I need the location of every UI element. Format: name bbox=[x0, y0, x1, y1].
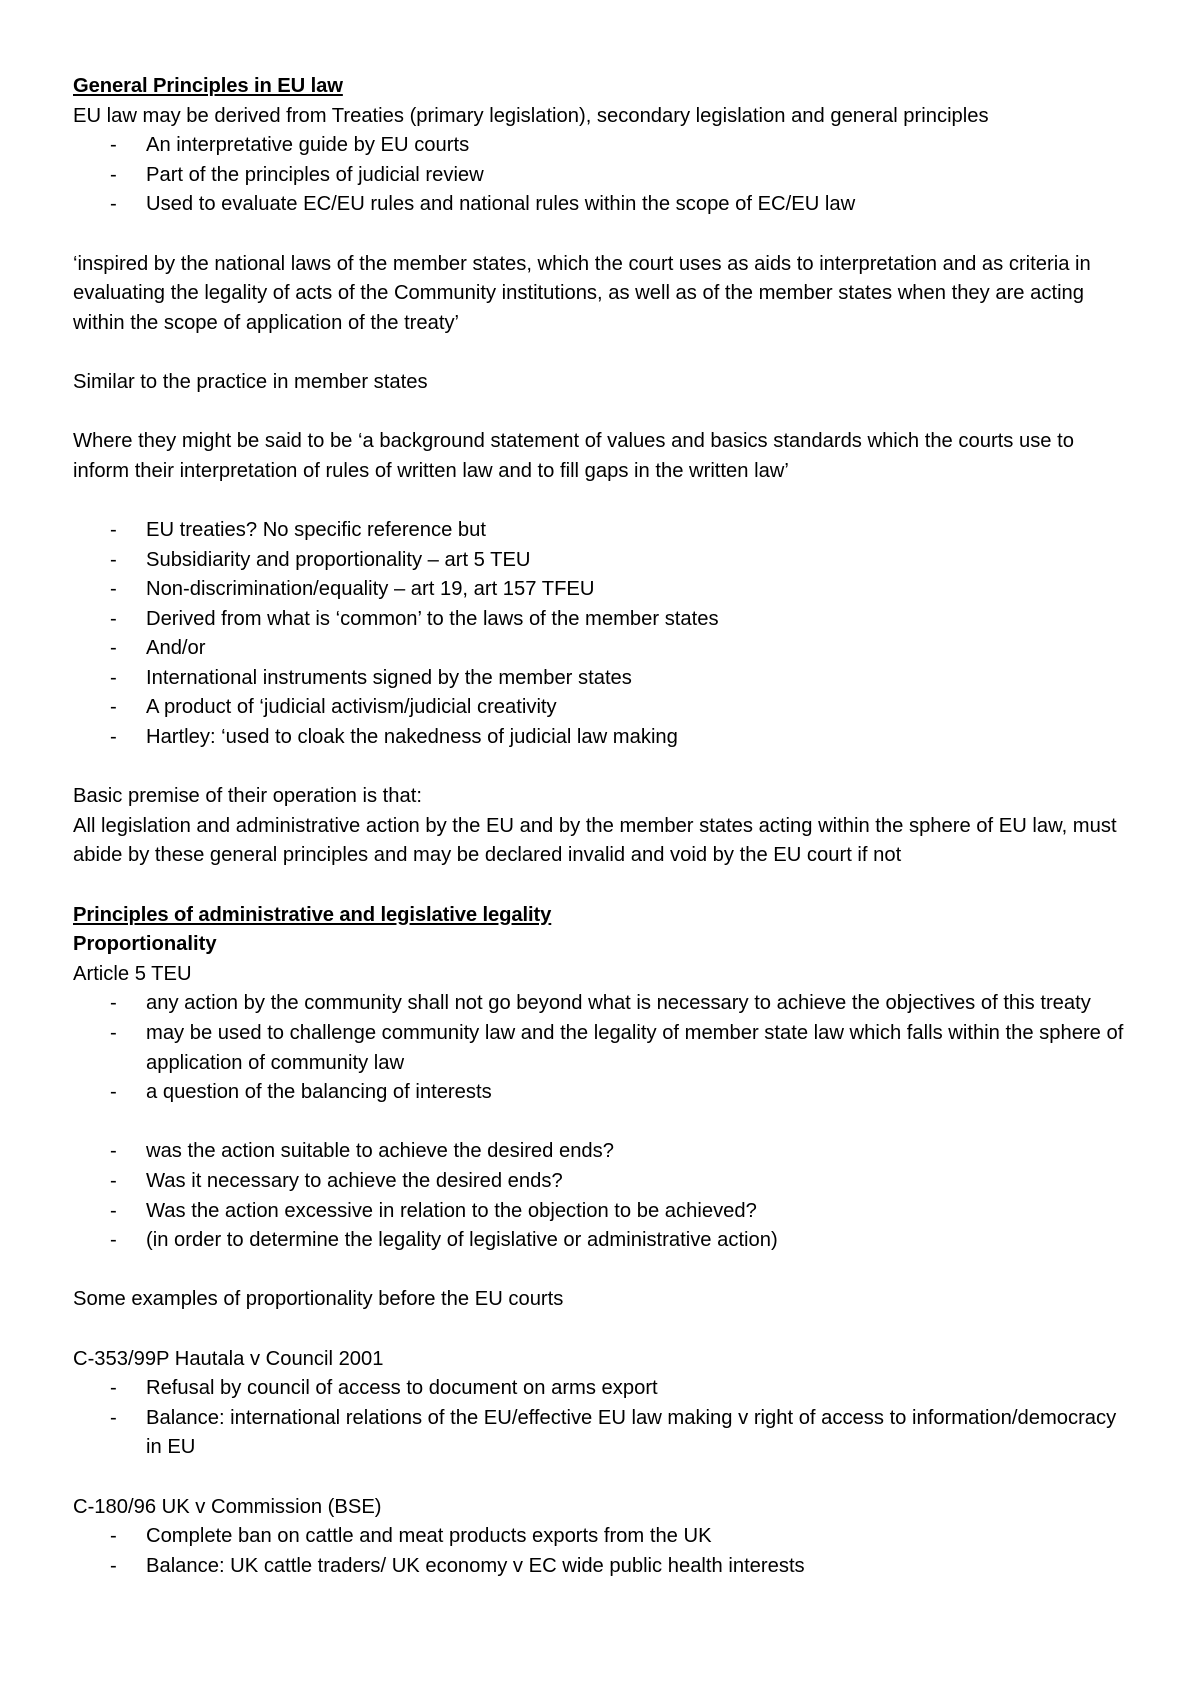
proportionality-bullet-list bbox=[73, 989, 1133, 1107]
bullet-item bbox=[73, 1167, 1133, 1197]
bullet-item bbox=[73, 1404, 1133, 1463]
dash-bullet: - bbox=[110, 726, 117, 749]
bullet-item bbox=[73, 546, 1133, 576]
dash-bullet: - bbox=[110, 1169, 117, 1192]
dash-bullet: - bbox=[110, 578, 117, 601]
bullet-text: was the action suitable to achieve the desired ends? bbox=[146, 1140, 614, 1163]
dash-bullet: - bbox=[110, 1377, 117, 1400]
dash-bullet: - bbox=[110, 1229, 117, 1252]
examples-intro: Some examples of proportionality before the EU courts bbox=[73, 1288, 564, 1311]
dash-bullet: - bbox=[110, 1081, 117, 1104]
bullet-text: (in order to determine the legality of legislative or administrative action) bbox=[146, 1229, 778, 1252]
dash-bullet: - bbox=[110, 607, 117, 630]
bullet-text: Balance: international relations of the EU/effective EU law making v right of access to information/democracy in EU bbox=[146, 1406, 1117, 1459]
similar-paragraph: Similar to the practice in member states bbox=[73, 370, 428, 393]
case-bullet-list bbox=[73, 1374, 1133, 1463]
bullet-text: Balance: UK cattle traders/ UK economy v EC wide public health interests bbox=[146, 1554, 805, 1577]
dash-bullet: - bbox=[110, 666, 117, 689]
premise-intro: Basic premise of their operation is that: bbox=[73, 785, 422, 808]
bullet-item bbox=[73, 1552, 1133, 1582]
bullet-text: Hartley: ‘used to cloak the nakedness of judicial law making bbox=[146, 726, 678, 749]
case-title: C-353/99P Hautala v Council 2001 bbox=[73, 1347, 384, 1370]
dash-bullet: - bbox=[110, 518, 117, 541]
proportionality-tests-list bbox=[73, 1137, 1133, 1255]
dash-bullet: - bbox=[110, 1022, 117, 1044]
blank-line bbox=[73, 1463, 1133, 1493]
bullet-item bbox=[73, 575, 1133, 605]
bullet-text: Was the action excessive in relation to the objection to be achieved? bbox=[146, 1199, 757, 1222]
blank-line bbox=[73, 220, 1133, 250]
bullet-item bbox=[73, 605, 1133, 635]
case-title: C-180/96 UK v Commission (BSE) bbox=[73, 1495, 382, 1518]
article-reference: Article 5 TEU bbox=[73, 962, 192, 985]
bullet-text: A product of ‘judicial activism/judicial creativity bbox=[146, 696, 557, 719]
bullet-text: Derived from what is ‘common’ to the laws of the member states bbox=[146, 607, 719, 630]
background-statement-paragraph: Where they might be said to be ‘a background statement of values and basics standards which the courts use to inform their interpretation of rules of written law and to fill gaps in the written law’ bbox=[73, 430, 1074, 482]
bullet-item bbox=[73, 131, 1133, 161]
dash-bullet: - bbox=[110, 1199, 117, 1222]
proportionality-subheading: Proportionality bbox=[73, 933, 217, 956]
bullet-text: International instruments signed by the member states bbox=[146, 666, 632, 689]
dash-bullet: - bbox=[110, 1140, 117, 1163]
blank-line bbox=[73, 1108, 1133, 1138]
bullet-item bbox=[73, 161, 1133, 191]
bullet-text: Non-discrimination/equality – art 19, art 157 TFEU bbox=[146, 578, 595, 601]
dash-bullet: - bbox=[110, 637, 117, 660]
blank-line bbox=[73, 486, 1133, 516]
bullet-text: Used to evaluate EC/EU rules and national rules within the scope of EC/EU law bbox=[146, 193, 856, 216]
bullet-text: may be used to challenge community law and the legality of member state law which falls within the sphere of application of community law bbox=[146, 1022, 1124, 1074]
bullet-text: any action by the community shall not go beyond what is necessary to achieve the objectives of this treaty bbox=[146, 992, 1091, 1015]
intro-paragraph: EU law may be derived from Treaties (primary legislation), secondary legislation and general principles bbox=[73, 104, 989, 127]
section-heading-general-principles: General Principles in EU law bbox=[73, 75, 343, 97]
dash-bullet: - bbox=[110, 1525, 117, 1548]
bullet-text: EU treaties? No specific reference but bbox=[146, 518, 486, 541]
quote-paragraph: ‘inspired by the national laws of the member states, which the court uses as aids to interpretation and as criteria in evaluating the legality of acts of the Community institutions, as well as of the member states when they are acting within the scope of application of the treaty’ bbox=[73, 252, 1091, 334]
dash-bullet: - bbox=[110, 134, 117, 157]
bullet-text: Complete ban on cattle and meat products exports from the UK bbox=[146, 1525, 712, 1548]
section-heading-administrative-legality: Principles of administrative and legislative legality bbox=[73, 903, 552, 926]
bullet-item bbox=[73, 664, 1133, 694]
bullet-text: Subsidiarity and proportionality – art 5 TEU bbox=[146, 548, 531, 571]
bullet-item bbox=[73, 1522, 1133, 1552]
bullet-text: An interpretative guide by EU courts bbox=[146, 134, 470, 157]
bullet-text: Refusal by council of access to document on arms export bbox=[146, 1377, 658, 1400]
blank-line bbox=[73, 753, 1133, 783]
dash-bullet: - bbox=[110, 1554, 117, 1577]
bullet-text: Was it necessary to achieve the desired ends? bbox=[146, 1169, 563, 1192]
blank-line bbox=[73, 398, 1133, 428]
bullet-item bbox=[73, 1137, 1133, 1167]
blank-line bbox=[73, 871, 1133, 901]
bullet-item bbox=[73, 723, 1133, 753]
dash-bullet: - bbox=[110, 193, 117, 216]
general-principles-bullet-list bbox=[73, 131, 1133, 220]
sources-bullet-list bbox=[73, 516, 1133, 753]
document-page bbox=[73, 72, 1133, 1581]
premise-paragraph: All legislation and administrative action by the EU and by the member states acting within the sphere of EU law, must abide by these general principles and may be declared invalid and void by the EU court if not bbox=[73, 814, 1117, 867]
blank-line bbox=[73, 1315, 1133, 1345]
dash-bullet: - bbox=[110, 1406, 117, 1429]
bullet-item bbox=[73, 634, 1133, 664]
case-bullet-list bbox=[73, 1522, 1133, 1581]
bullet-item bbox=[73, 989, 1133, 1019]
bullet-item bbox=[73, 1019, 1133, 1078]
bullet-item bbox=[73, 693, 1133, 723]
bullet-item bbox=[73, 190, 1133, 220]
bullet-item bbox=[73, 1374, 1133, 1404]
blank-line bbox=[73, 338, 1133, 368]
bullet-item bbox=[73, 1226, 1133, 1256]
bullet-item bbox=[73, 1197, 1133, 1227]
dash-bullet: - bbox=[110, 992, 117, 1015]
dash-bullet: - bbox=[110, 696, 117, 719]
dash-bullet: - bbox=[110, 163, 117, 186]
dash-bullet: - bbox=[110, 548, 117, 571]
bullet-item bbox=[73, 516, 1133, 546]
blank-line bbox=[73, 1256, 1133, 1286]
bullet-text: a question of the balancing of interests bbox=[146, 1081, 492, 1104]
bullet-text: And/or bbox=[146, 637, 206, 660]
bullet-text: Part of the principles of judicial review bbox=[146, 163, 484, 186]
bullet-item bbox=[73, 1078, 1133, 1108]
